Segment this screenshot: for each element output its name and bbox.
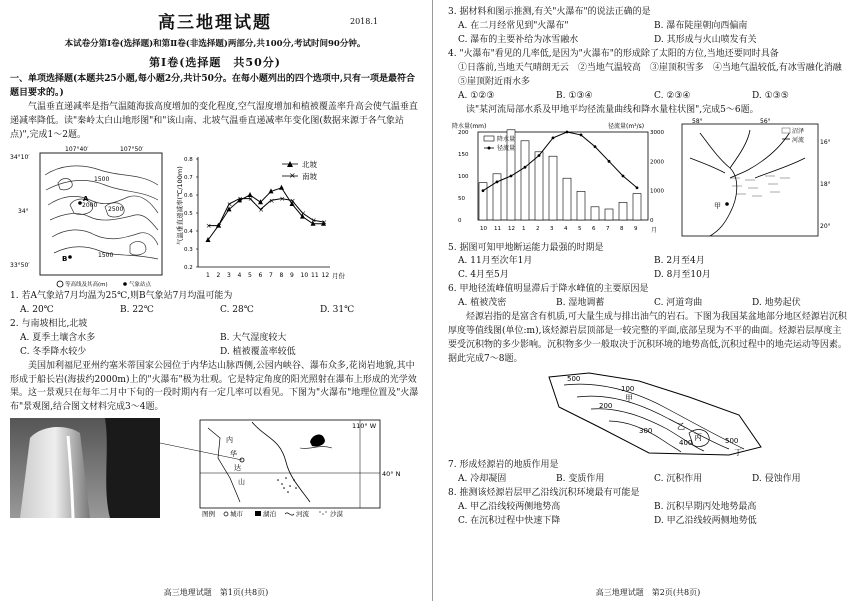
map2-legend-desert: 沙漠 — [330, 510, 343, 519]
isopach-label-1: 500 — [567, 374, 581, 383]
flow-point — [524, 165, 527, 168]
exam-date: 2018.1 — [350, 17, 378, 26]
station-legend-symbol — [123, 282, 127, 286]
isopach-label-2: 100 — [621, 384, 635, 393]
q1-option-d[interactable]: D. 31℃ — [320, 304, 355, 315]
chart2-left-tick: 50 — [458, 195, 465, 202]
flow-point — [608, 159, 611, 162]
q5-option-a[interactable]: A. 11月至次年1月 — [458, 256, 533, 267]
chart1-x-tick-label: 9 — [290, 271, 294, 279]
q4-option-b[interactable]: B. ①③④ — [556, 90, 593, 101]
q6-option-b[interactable]: B. 湿地调蓄 — [556, 298, 605, 309]
chart1-x-tick-label: 4 — [237, 271, 242, 279]
q3-option-c[interactable]: C. 瀑布的主要补给为冰雪融水 — [458, 34, 579, 45]
q5-option-b[interactable]: B. 2月至4月 — [654, 256, 705, 267]
question-1: 1. 若A气象站7月均温为25℃,则B气象站7月均温可能为 — [10, 290, 233, 301]
chart2-right-label: 径流量(m³/s) — [608, 122, 645, 130]
question-1-options — [10, 304, 420, 318]
question-5-options-row2 — [448, 269, 850, 283]
fire-waterfall-photo — [10, 418, 160, 518]
chart1-x-tick-label: 5 — [248, 271, 252, 279]
figure-3 — [448, 118, 850, 242]
chart1-y-ticks — [184, 157, 198, 271]
q7-option-d[interactable]: D. 侵蚀作用 — [752, 473, 801, 484]
figure-4 — [448, 367, 850, 459]
rainfall-bar — [605, 209, 613, 220]
chart2-unit: 月 — [651, 226, 658, 234]
lon-label-1: 107°40′ — [65, 145, 89, 153]
title-row — [10, 8, 420, 38]
lapse-rate-chart — [170, 145, 355, 290]
chart1-x-tick-label: 2 — [216, 271, 221, 279]
page-divider — [432, 0, 433, 601]
chart2-right-tick: 2000 — [650, 158, 664, 165]
question-5-options-row1 — [448, 255, 850, 269]
contour-legend-symbol — [57, 281, 63, 287]
chart2-x-tick: 11 — [494, 225, 501, 232]
rainfall-bar — [521, 140, 529, 219]
range-label-1: 内 — [226, 436, 233, 445]
q6-option-c[interactable]: C. 河道弯曲 — [654, 298, 703, 309]
flow-point — [496, 180, 499, 183]
chart1-x-tick-label: 3 — [227, 271, 231, 279]
map3-lon-2: 56° — [760, 117, 771, 125]
question-7-options — [448, 473, 850, 487]
question-3-options-row2 — [448, 34, 850, 48]
flow-point — [622, 174, 625, 177]
rainfall-bar — [591, 206, 599, 219]
station-b-label: B — [62, 254, 68, 263]
right-page — [436, 0, 860, 601]
part1-heading: 一、单项选择题(本题共25小题,每小题2分,共计50分。在每小题列出的四个选项中,只有一项是最符合题目要求的。) — [10, 74, 415, 99]
range-label-4: 山 — [238, 478, 245, 487]
chart2-right-tick: 3000 — [650, 129, 664, 136]
q1-option-a[interactable]: A. 20℃ — [20, 304, 54, 315]
question-2: 2. 与南坡相比,北坡 — [10, 318, 88, 329]
chart2-left-tick: 200 — [458, 129, 469, 136]
chart2-x-tick: 5 — [578, 225, 582, 232]
chart1-x-tick-label: 11 — [311, 271, 319, 279]
flow-point — [594, 145, 597, 148]
chart2-x-ticks — [480, 226, 638, 232]
rainfall-bar — [479, 182, 487, 219]
chart1-y-tick-label: 0.4 — [184, 228, 193, 235]
question-3-options-row1 — [448, 20, 850, 34]
chart2-x-tick: 2 — [536, 225, 540, 232]
south-slope-point: × — [279, 195, 286, 204]
south-slope-point: × — [289, 196, 296, 205]
river-basin-map — [670, 118, 848, 242]
range-label-3: 达 — [234, 464, 241, 473]
map3-lat-2: 18° — [820, 180, 831, 188]
exam-title: 高三地理试题 — [158, 13, 272, 33]
chart1-y-tick-label: 0.8 — [184, 156, 193, 163]
map3-lat-3: 20° — [820, 222, 831, 230]
question-2-options-row1 — [10, 332, 420, 346]
isopach-label-6: 500 — [725, 436, 739, 445]
q2-option-d[interactable]: D. 植被覆盖率较低 — [220, 346, 296, 357]
flow-point — [538, 154, 541, 157]
q5-option-c[interactable]: C. 4月至5月 — [458, 270, 509, 281]
flow-point — [566, 130, 569, 133]
lat-label-3: 33°50′ — [10, 261, 30, 269]
point-jia: 甲 — [625, 393, 633, 403]
question-4-options — [448, 90, 850, 104]
chart1-y-tick-label: 0.6 — [184, 192, 193, 199]
rainfall-bar — [549, 156, 557, 220]
q7-option-a[interactable]: A. 冷却凝固 — [458, 473, 507, 484]
q4-option-d[interactable]: D. ①③⑤ — [752, 90, 789, 101]
chart2-left-label: 降水量(mm) — [452, 122, 487, 130]
topo-map — [10, 145, 170, 290]
question-6: 6. 甲地径流峰值明显滞后于降水峰值的主要原因是 — [448, 284, 649, 295]
map2-legend-title: 图例 — [202, 510, 215, 519]
passage-1: 气温垂直递减率是指气温随海拔高度增加的变化程度,空气湿度增加和植被覆盖率升高会使气温垂直递减率降低。读"秦岭太白山地形图"和"该山南、北坡气温垂直递减率年变化图(数据来源于各气象站点)",完成1～2题。 — [10, 102, 418, 140]
chart2-left-ticks — [458, 130, 469, 224]
map3-legend-marsh: 沼泽 — [792, 127, 805, 135]
lat-label-2: 34° — [18, 207, 29, 215]
south-slope-point: × — [237, 195, 244, 204]
chart2-x-tick: 4 — [564, 225, 568, 232]
rainfall-bar — [535, 151, 543, 219]
chart2-right-tick: 0 — [650, 217, 654, 224]
q8-option-b[interactable]: B. 沉积早期丙处地势最高 — [654, 501, 757, 512]
south-slope-point: × — [205, 222, 212, 231]
chart2-x-tick: 12 — [508, 225, 515, 232]
map2-legend-river: 河流 — [296, 510, 309, 519]
rainfall-bar — [633, 193, 641, 219]
chart2-x-tick: 6 — [592, 225, 596, 232]
q2-option-a[interactable]: A. 夏季土壤含水多 — [20, 332, 96, 343]
legend-north-text: 北坡 — [302, 159, 317, 169]
chart1-y-tick-label: 0.3 — [184, 246, 193, 253]
chart2-left-tick: 0 — [458, 217, 462, 224]
passage-2: 美国加利福尼亚州约塞米蒂国家公园位于内华达山脉西侧,公园内峡谷、瀑布众多,花岗岩地貌,其中形成于船长岩(海拔约2000m)上的"火瀑布"极为壮观。它是特定角度的阳光照射在瀑布上形成的光学效果。这一景观只在每年二月中下旬的一段时期内有一定几率可以看见。下图为"火瀑布"地理位置及"火瀑布"景观图,结合图文材料完成3～4题。 — [10, 360, 419, 413]
rainfall-bar — [619, 202, 627, 220]
south-slope-point: × — [216, 222, 223, 231]
question-3: 3. 据材料和图示推测,有关"火瀑布"的说法正确的是 — [448, 7, 651, 17]
contour-label-4: 1500 — [98, 251, 114, 259]
chart2-x-tick: 1 — [522, 225, 526, 232]
figure-2 — [10, 418, 420, 518]
exam-intro: 本试卷分第Ⅰ卷(选择题)和第Ⅱ卷(非选择题)两部分,共100分,考试时间90分钟。 — [64, 39, 366, 49]
q1-option-b[interactable]: B. 22℃ — [120, 304, 154, 315]
question-5: 5. 据图可知甲地断运能力最强的时期是 — [448, 242, 604, 253]
q3-option-a[interactable]: A. 在二月经常见到"火瀑布" — [458, 20, 569, 31]
lat-label-1: 34°10′ — [10, 153, 30, 161]
map2-lon: 110° W — [352, 422, 377, 431]
chart1-y-tick-label: 0.2 — [184, 264, 193, 271]
q3-option-b[interactable]: B. 瀑布陡崖朝向西偏南 — [654, 20, 748, 31]
point-ding: 丁 — [734, 447, 742, 457]
flow-point — [482, 189, 485, 192]
q6-option-d[interactable]: D. 地势起伏 — [752, 298, 801, 309]
q2-option-b[interactable]: B. 大气湿度较大 — [220, 332, 287, 343]
question-4: 4. "火瀑布"看见的几率低,是因为"火瀑布"的形成除了太阳的方位,当地还要同时具备 — [448, 48, 779, 59]
legend-flow: 径流量 — [497, 144, 516, 152]
legend-contour-text: 等高线及其高(m) — [65, 281, 108, 288]
q3-option-d[interactable]: D. 其形成与火山喷发有关 — [654, 34, 757, 45]
q7-option-b[interactable]: B. 变质作用 — [556, 473, 605, 484]
q2-option-c[interactable]: C. 冬季降水较少 — [20, 346, 87, 357]
chart2-left-tick: 150 — [458, 151, 469, 158]
flow-point — [552, 136, 555, 139]
chart2-x-tick: 9 — [634, 225, 638, 232]
legend-station-text: 气象站点 — [129, 281, 152, 288]
chart1-x-tick-label: 8 — [279, 271, 284, 279]
chart1-ylabel: 气温垂直递减率(℃/100m) — [176, 166, 184, 245]
south-slope-point: × — [300, 209, 307, 218]
map3-lon-1: 58° — [692, 117, 703, 125]
q8-option-c[interactable]: C. 在沉积过程中快速下降 — [458, 515, 561, 526]
q7-option-c[interactable]: C. 沉积作用 — [654, 473, 703, 484]
q6-option-a[interactable]: A. 植被茂密 — [458, 298, 507, 309]
south-slope-point: × — [310, 216, 317, 225]
rainfall-bars — [479, 129, 641, 219]
question-2-options-row2 — [10, 346, 420, 360]
map3-point: 甲 — [714, 201, 721, 210]
map2-legend-city: 城市 — [230, 510, 243, 519]
contour-label-2: 2000 — [82, 201, 98, 209]
q5-option-d[interactable]: D. 8月至10月 — [654, 270, 711, 281]
question-7: 7. 形成烃源岩的地质作用是 — [448, 459, 559, 470]
q8-option-a[interactable]: A. 甲乙沿线较两侧地势高 — [458, 501, 561, 512]
flow-point — [510, 174, 513, 177]
station-a-dot — [78, 201, 82, 205]
chart1-x-tick-label: 7 — [269, 271, 273, 279]
source-rock-isopach-map — [529, 367, 769, 459]
isopach-label-3: 200 — [599, 401, 613, 410]
question-6-options — [448, 297, 850, 311]
question-8-options-row1 — [448, 501, 850, 515]
point-yi: 乙 — [677, 421, 685, 431]
south-slope-point: × — [247, 195, 254, 204]
question-8: 8. 推测该烃源岩层甲乙沿线沉积环境最有可能是 — [448, 487, 640, 498]
location-map — [160, 418, 415, 518]
south-slope-point: × — [268, 196, 275, 205]
q1-option-c[interactable]: C. 28℃ — [220, 304, 254, 315]
south-slope-point: × — [321, 218, 328, 227]
station-b-dot — [68, 255, 72, 259]
point-bing: 丙 — [694, 432, 702, 442]
chart1-x-tick-label: 10 — [300, 271, 309, 279]
map3-legend-river: 河流 — [792, 136, 805, 144]
q8-option-d[interactable]: D. 甲乙沿线较两侧地势低 — [654, 515, 757, 526]
chart2-x-tick: 10 — [480, 225, 487, 232]
chart2-left-tick: 100 — [458, 173, 469, 180]
question-8-options-row2 — [448, 515, 850, 529]
station-a-label: A — [83, 194, 89, 203]
chart2-x-tick: 7 — [606, 225, 610, 232]
rain-flow-chart — [448, 118, 670, 242]
chart1-xlabel: 月份 — [332, 271, 345, 280]
north-slope-point — [279, 185, 284, 190]
chart2-x-tick: 8 — [620, 225, 624, 232]
chart1-x-ticks — [206, 272, 329, 279]
passage-3: 读"某河流局部水系及甲地平均径流量曲线和降水量柱状图",完成5～6题。 — [466, 104, 759, 115]
chart2-x-tick: 3 — [550, 225, 554, 232]
south-slope-point: × — [226, 200, 233, 209]
question-4-items: ①日落前,当地天气晴朗无云 ②当地气温较高 ③崖顶积雪多 ④当地气温较低,有冰雪融化消融 ⑤崖顶附近雨水多 — [458, 62, 851, 87]
chart1-x-tick-label: 12 — [321, 271, 330, 279]
map2-legend-lake: 湖泊 — [263, 510, 276, 519]
figure-1 — [10, 145, 420, 290]
chart2-right-ticks — [650, 130, 664, 224]
flow-point — [580, 133, 583, 136]
flow-point — [636, 186, 639, 189]
range-label-2: 华 — [230, 450, 237, 459]
chart1-y-tick-label: 0.7 — [184, 174, 193, 181]
isopach-label-4: 300 — [639, 426, 653, 435]
passage-4: 烃源岩指的是富含有机质,可大量生成与排出油气的岩石。下图为我国某盆地部分地区烃源岩沉积厚度等值线图(单位:m),该烃源岩层顶部是一较完整的平面,底部呈现为不平的曲面。烃源岩层厚度主要受沉积物的多少影响。沉积物多少一般取决于沉积环境的地势高低,沉积过程中的地壳运动等因素。据此完成7～8题。 — [448, 312, 847, 364]
section-title: 第Ⅰ卷(选择题 共50分) — [149, 56, 281, 70]
north-slope-markers — [206, 185, 327, 242]
chart2-right-tick: 1000 — [650, 188, 664, 195]
map2-lat: 40° N — [382, 470, 401, 479]
isopach-label-5: 400 — [679, 438, 693, 447]
chart1-x-tick-label: 1 — [206, 271, 210, 279]
page-2-footer: 高三地理试题 第2页(共8页) — [595, 587, 701, 597]
chart1-y-tick-label: 0.5 — [184, 210, 193, 217]
south-slope-point: × — [258, 205, 265, 214]
south-slope-markers — [206, 195, 327, 230]
rainfall-bar — [563, 178, 571, 220]
lon-label-2: 107°50′ — [120, 145, 144, 153]
q4-option-a[interactable]: A. ①②③ — [458, 90, 495, 101]
contour-label-3: 2500 — [108, 205, 124, 213]
legend-south-text: 南坡 — [302, 171, 317, 181]
page-1-footer: 高三地理试题 第1页(共8页) — [163, 587, 269, 597]
map3-lat-1: 16° — [820, 138, 831, 146]
contour-label-1: 1500 — [94, 175, 110, 183]
legend-rain: 降水量 — [497, 135, 516, 143]
chart1-x-tick-label: 6 — [258, 271, 263, 279]
rainfall-bar — [577, 191, 585, 220]
legend-south-marker: × — [289, 170, 296, 180]
q4-option-c[interactable]: C. ②③④ — [654, 90, 691, 101]
